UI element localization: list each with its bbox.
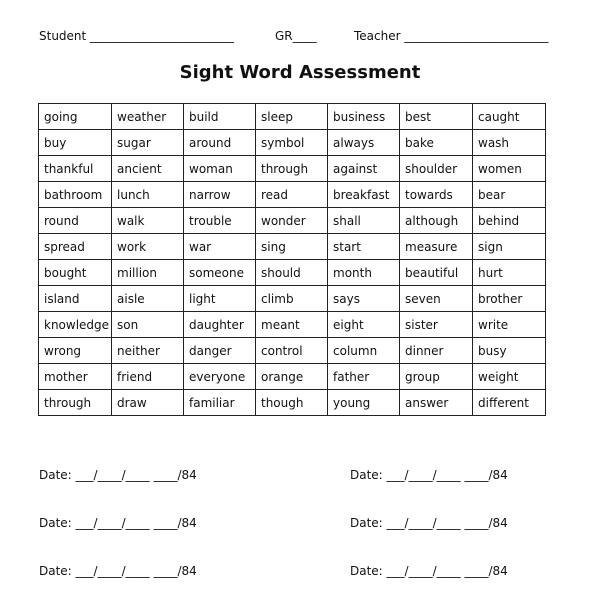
word-cell: answer xyxy=(400,390,473,416)
word-cell: dinner xyxy=(400,338,473,364)
word-cell: ancient xyxy=(112,156,184,182)
table-row xyxy=(39,234,546,260)
word-cell: spread xyxy=(39,234,112,260)
word-cell: meant xyxy=(256,312,328,338)
word-cell: hurt xyxy=(473,260,546,286)
word-cell: danger xyxy=(184,338,256,364)
word-cell: neither xyxy=(112,338,184,364)
word-cell: light xyxy=(184,286,256,312)
word-cell: woman xyxy=(184,156,256,182)
word-cell: round xyxy=(39,208,112,234)
word-cell: war xyxy=(184,234,256,260)
word-cell: buy xyxy=(39,130,112,156)
word-cell: aisle xyxy=(112,286,184,312)
word-cell: knowledge xyxy=(39,312,112,338)
word-cell: narrow xyxy=(184,182,256,208)
page-title: Sight Word Assessment xyxy=(179,62,421,83)
word-cell: although xyxy=(400,208,473,234)
word-cell: walk xyxy=(112,208,184,234)
word-cell: someone xyxy=(184,260,256,286)
word-cell: daughter xyxy=(184,312,256,338)
word-cell: control xyxy=(256,338,328,364)
word-cell: around xyxy=(184,130,256,156)
word-cell: draw xyxy=(112,390,184,416)
word-cell: wonder xyxy=(256,208,328,234)
score-line[interactable]: Date: ___/____/____ ____/84 xyxy=(39,564,197,578)
word-cell: bathroom xyxy=(39,182,112,208)
word-cell: weather xyxy=(112,104,184,130)
score-line[interactable]: Date: ___/____/____ ____/84 xyxy=(39,468,197,482)
word-cell: against xyxy=(328,156,400,182)
word-cell: sleep xyxy=(256,104,328,130)
word-cell: seven xyxy=(400,286,473,312)
table-row xyxy=(39,208,546,234)
word-cell: measure xyxy=(400,234,473,260)
table-row xyxy=(39,130,546,156)
word-cell: breakfast xyxy=(328,182,400,208)
word-cell: month xyxy=(328,260,400,286)
word-cell: million xyxy=(112,260,184,286)
word-cell: best xyxy=(400,104,473,130)
word-cell: lunch xyxy=(112,182,184,208)
word-cell: son xyxy=(112,312,184,338)
word-cell: group xyxy=(400,364,473,390)
table-row xyxy=(39,260,546,286)
word-cell: orange xyxy=(256,364,328,390)
grade-field[interactable]: GR____ xyxy=(275,29,317,43)
word-cell: build xyxy=(184,104,256,130)
word-cell: weight xyxy=(473,364,546,390)
word-cell: bought xyxy=(39,260,112,286)
word-cell: trouble xyxy=(184,208,256,234)
word-cell: beautiful xyxy=(400,260,473,286)
word-cell: says xyxy=(328,286,400,312)
word-cell: busy xyxy=(473,338,546,364)
word-cell: bake xyxy=(400,130,473,156)
word-cell: familiar xyxy=(184,390,256,416)
word-cell: shall xyxy=(328,208,400,234)
word-cell: should xyxy=(256,260,328,286)
word-cell: island xyxy=(39,286,112,312)
word-cell: bear xyxy=(473,182,546,208)
table-row xyxy=(39,156,546,182)
table-row xyxy=(39,364,546,390)
word-cell: sing xyxy=(256,234,328,260)
word-cell: read xyxy=(256,182,328,208)
score-line[interactable]: Date: ___/____/____ ____/84 xyxy=(350,468,508,482)
word-cell: father xyxy=(328,364,400,390)
table-row xyxy=(39,182,546,208)
word-cell: different xyxy=(473,390,546,416)
word-cell: shoulder xyxy=(400,156,473,182)
teacher-name-field[interactable]: Teacher ________________________ xyxy=(354,29,549,43)
word-cell: brother xyxy=(473,286,546,312)
word-cell: sister xyxy=(400,312,473,338)
word-cell: through xyxy=(39,390,112,416)
word-cell: behind xyxy=(473,208,546,234)
word-cell: climb xyxy=(256,286,328,312)
word-cell: everyone xyxy=(184,364,256,390)
word-cell: start xyxy=(328,234,400,260)
word-cell: sugar xyxy=(112,130,184,156)
word-cell: symbol xyxy=(256,130,328,156)
word-cell: wash xyxy=(473,130,546,156)
word-cell: always xyxy=(328,130,400,156)
sight-word-table xyxy=(38,103,546,416)
table-row xyxy=(39,312,546,338)
word-cell: caught xyxy=(473,104,546,130)
word-cell: wrong xyxy=(39,338,112,364)
word-cell: women xyxy=(473,156,546,182)
word-cell: column xyxy=(328,338,400,364)
word-cell: though xyxy=(256,390,328,416)
score-line[interactable]: Date: ___/____/____ ____/84 xyxy=(350,516,508,530)
student-name-field[interactable]: Student ________________________ xyxy=(39,29,235,43)
word-cell: through xyxy=(256,156,328,182)
table-row xyxy=(39,104,546,130)
score-line[interactable]: Date: ___/____/____ ____/84 xyxy=(39,516,197,530)
word-cell: mother xyxy=(39,364,112,390)
table-row xyxy=(39,338,546,364)
word-cell: towards xyxy=(400,182,473,208)
word-cell: going xyxy=(39,104,112,130)
word-cell: eight xyxy=(328,312,400,338)
word-cell: business xyxy=(328,104,400,130)
word-cell: sign xyxy=(473,234,546,260)
word-cell: thankful xyxy=(39,156,112,182)
word-cell: young xyxy=(328,390,400,416)
word-cell: friend xyxy=(112,364,184,390)
word-cell: write xyxy=(473,312,546,338)
word-cell: work xyxy=(112,234,184,260)
score-line[interactable]: Date: ___/____/____ ____/84 xyxy=(350,564,508,578)
table-row xyxy=(39,390,546,416)
table-row xyxy=(39,286,546,312)
